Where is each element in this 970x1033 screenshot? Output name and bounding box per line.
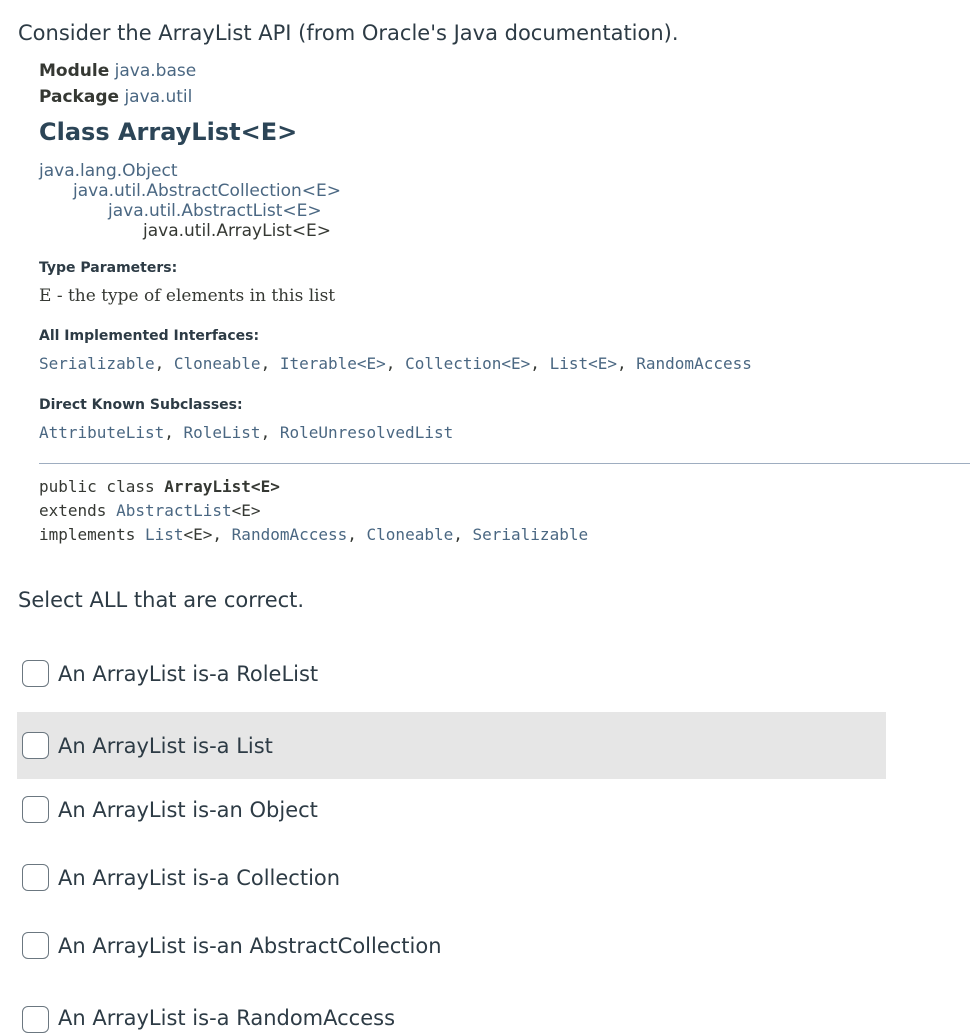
subclasses-list: AttributeList, RoleList, RoleUnresolvedList [39, 423, 454, 442]
answer-option-collection[interactable] [17, 844, 886, 911]
inheritance-abstract-list[interactable]: java.util.AbstractList<E> [108, 201, 322, 221]
answer-option-object[interactable] [17, 776, 886, 843]
interface-serializable-link[interactable]: Serializable [39, 354, 155, 373]
interface-randomaccess-link[interactable]: RandomAccess [636, 354, 752, 373]
answer-label[interactable]: An ArrayList is-an Object [58, 797, 318, 822]
module-link[interactable]: java.base [114, 61, 197, 81]
answer-option-abstractcollection[interactable] [17, 912, 886, 979]
interface-cloneable-link[interactable]: Cloneable [173, 354, 261, 373]
subclass-rolelist-link[interactable]: RoleList [183, 423, 261, 442]
declaration-line-2: extends AbstractList<E> [39, 501, 261, 520]
inheritance-object[interactable]: java.lang.Object [39, 161, 178, 181]
type-parameters-heading: Type Parameters: [39, 260, 178, 276]
answer-label[interactable]: An ArrayList is-an AbstractCollection [58, 933, 442, 958]
interface-collection-link[interactable]: Collection<E> [405, 354, 531, 373]
answer-option-list[interactable] [17, 712, 886, 779]
subclasses-heading: Direct Known Subclasses: [39, 397, 243, 413]
class-title: Class ArrayList<E> [39, 118, 298, 146]
checkbox-abstractcollection[interactable] [22, 932, 49, 959]
declaration-cloneable-link[interactable]: Cloneable [366, 525, 454, 544]
answer-label[interactable]: An ArrayList is-a List [58, 733, 273, 758]
type-parameters-text: E - the type of elements in this list [39, 286, 336, 306]
interfaces-heading: All Implemented Interfaces: [39, 328, 260, 344]
answer-option-randomaccess[interactable] [17, 980, 886, 1030]
section-divider [39, 463, 970, 464]
question-intro: Consider the ArrayList API (from Oracle's Java documentation). [18, 21, 679, 45]
declaration-line-3: implements List<E>, RandomAccess, Cloneable, Serializable [39, 525, 589, 544]
package-label: Package [39, 87, 120, 107]
checkbox-rolelist[interactable] [22, 660, 49, 687]
answer-label[interactable]: An ArrayList is-a Collection [58, 865, 341, 890]
question-prompt: Select ALL that are correct. [18, 588, 305, 612]
declaration-serializable-link[interactable]: Serializable [472, 525, 589, 544]
declaration-line-1: public class ArrayList<E> [39, 477, 280, 496]
answer-label[interactable]: An ArrayList is-a RoleList [58, 661, 319, 686]
checkbox-object[interactable] [22, 796, 49, 823]
declaration-list-link[interactable]: List [144, 525, 184, 544]
answer-option-rolelist[interactable] [17, 640, 886, 707]
module-label: Module [39, 61, 110, 81]
declaration-randomaccess-link[interactable]: RandomAccess [231, 525, 348, 544]
interface-list-link[interactable]: List<E> [549, 354, 617, 373]
subclass-attributelist-link[interactable]: AttributeList [39, 423, 165, 442]
inheritance-abstract-collection[interactable]: java.util.AbstractCollection<E> [73, 181, 341, 201]
subclass-roleunresolvedlist-link[interactable]: RoleUnresolvedList [279, 423, 454, 442]
package-line [39, 87, 192, 107]
answer-label[interactable]: An ArrayList is-a RandomAccess [58, 1006, 396, 1030]
checkbox-list[interactable] [22, 732, 49, 759]
package-link[interactable]: java.util [124, 87, 193, 107]
interface-iterable-link[interactable]: Iterable<E> [279, 354, 386, 373]
module-line [39, 61, 196, 81]
inheritance-arraylist: java.util.ArrayList<E> [143, 221, 332, 241]
interfaces-list: Serializable, Cloneable, Iterable<E>, Collection<E>, List<E>, RandomAccess [39, 354, 752, 373]
declaration-class-name: ArrayList<E> [164, 477, 280, 496]
declaration-extends-link[interactable]: AbstractList [116, 501, 232, 520]
checkbox-randomaccess[interactable] [22, 1006, 49, 1033]
checkbox-collection[interactable] [22, 864, 49, 891]
